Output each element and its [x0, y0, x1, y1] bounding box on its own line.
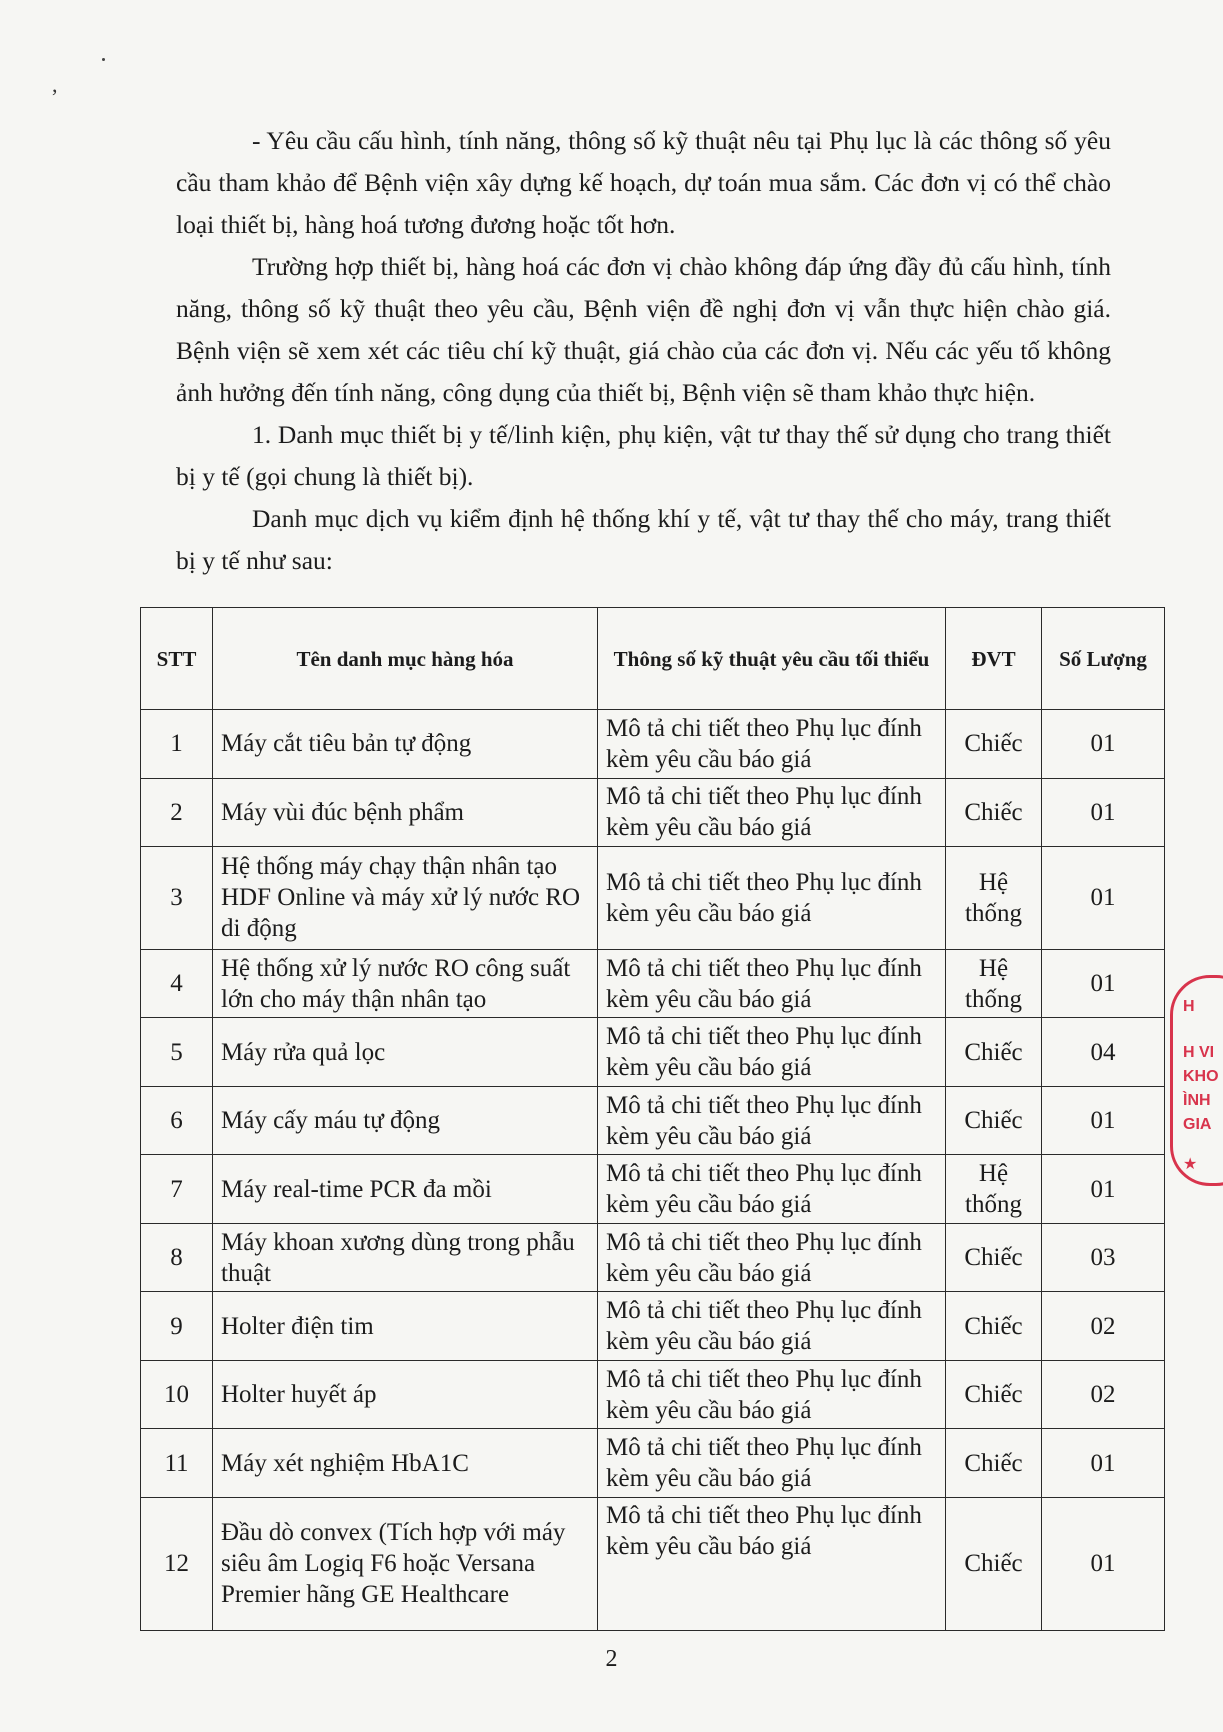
table-row: [141, 949, 1165, 1018]
cell-spec: Mô tả chi tiết theo Phụ lục đính kèm yêu cầu báo giá: [598, 1086, 946, 1155]
header-qty: Số Lượng: [1042, 608, 1165, 710]
table-row: [141, 1223, 1165, 1292]
paragraph: - Yêu cầu cấu hình, tính năng, thông số kỹ thuật nêu tại Phụ lục là các thông số yêu cầu tham khảo để Bệnh viện xây dựng kế hoạch, dự toán mua sắm. Các đơn vị có thể chào loại thiết bị, hàng hoá tương đương hoặc tốt hơn.: [176, 126, 1111, 239]
cell-name: Holter điện tim: [213, 1292, 598, 1361]
stamp-text: H VI: [1183, 1044, 1215, 1061]
header-name: Tên danh mục hàng hóa: [213, 608, 598, 710]
cell-name: Hệ thống xử lý nước RO công suất lớn cho máy thận nhân tạo: [213, 949, 598, 1018]
page-number: 2: [605, 1646, 618, 1672]
cell-unit: Chiếc: [946, 1292, 1042, 1361]
scan-artifact-comma: ,: [52, 72, 58, 97]
cell-stt: 5: [141, 1018, 213, 1087]
cell-spec: Mô tả chi tiết theo Phụ lục đính kèm yêu cầu báo giá: [598, 949, 946, 1018]
cell-unit: Hệ thống: [946, 847, 1042, 950]
cell-qty: 01: [1042, 847, 1165, 950]
cell-stt: 12: [141, 1497, 213, 1630]
scan-artifact-dot: [102, 58, 105, 61]
cell-name: Máy rửa quả lọc: [213, 1018, 598, 1087]
cell-qty: 04: [1042, 1018, 1165, 1087]
cell-stt: 4: [141, 949, 213, 1018]
table-header-row: [141, 608, 1165, 710]
cell-qty: 01: [1042, 778, 1165, 847]
cell-qty: 01: [1042, 710, 1165, 779]
cell-qty: 01: [1042, 949, 1165, 1018]
cell-qty: 01: [1042, 1086, 1165, 1155]
cell-unit: Chiếc: [946, 1018, 1042, 1087]
cell-unit: Hệ thống: [946, 949, 1042, 1018]
cell-unit: Chiếc: [946, 1429, 1042, 1498]
table-row: [141, 1497, 1165, 1630]
cell-spec: Mô tả chi tiết theo Phụ lục đính kèm yêu cầu báo giá: [598, 1223, 946, 1292]
cell-spec: Mô tả chi tiết theo Phụ lục đính kèm yêu cầu báo giá: [598, 1155, 946, 1224]
cell-spec: Mô tả chi tiết theo Phụ lục đính kèm yêu cầu báo giá: [598, 778, 946, 847]
cell-name: Máy cắt tiêu bản tự động: [213, 710, 598, 779]
cell-unit: Chiếc: [946, 1086, 1042, 1155]
red-seal-stamp: [1170, 975, 1223, 1186]
paragraph: 1. Danh mục thiết bị y tế/linh kiện, phụ kiện, vật tư thay thế sử dụng cho trang thiết bị y tế (gọi chung là thiết bị).: [176, 420, 1111, 491]
cell-unit: Chiếc: [946, 710, 1042, 779]
cell-spec: Mô tả chi tiết theo Phụ lục đính kèm yêu cầu báo giá: [598, 1292, 946, 1361]
cell-name: Đầu dò convex (Tích hợp với máy siêu âm Logiq F6 hoặc Versana Premier hãng GE Healthcare: [213, 1497, 598, 1630]
cell-stt: 9: [141, 1292, 213, 1361]
header-stt: STT: [141, 608, 213, 710]
cell-name: Máy khoan xương dùng trong phẫu thuật: [213, 1223, 598, 1292]
cell-qty: 01: [1042, 1155, 1165, 1224]
cell-stt: 8: [141, 1223, 213, 1292]
table-row: [141, 1360, 1165, 1429]
body-text: [176, 120, 1111, 582]
cell-name: Holter huyết áp: [213, 1360, 598, 1429]
paragraph: Danh mục dịch vụ kiểm định hệ thống khí y tế, vật tư thay thế cho máy, trang thiết bị y tế như sau:: [176, 504, 1111, 575]
cell-stt: 6: [141, 1086, 213, 1155]
table-row: [141, 1292, 1165, 1361]
cell-unit: Chiếc: [946, 1360, 1042, 1429]
paragraph: Trường hợp thiết bị, hàng hoá các đơn vị chào không đáp ứng đầy đủ cấu hình, tính năng, thông số kỹ thuật theo yêu cầu, Bệnh viện đề nghị đơn vị vẫn thực hiện chào giá. Bệnh viện sẽ xem xét các tiêu chí kỹ thuật, giá chào của các đơn vị. Nếu các yếu tố không ảnh hưởng đến tính năng, công dụng của thiết bị, Bệnh viện sẽ tham khảo thực hiện.: [176, 252, 1111, 407]
table-row: [141, 847, 1165, 950]
stamp-text: KHO: [1183, 1068, 1219, 1085]
cell-qty: 02: [1042, 1292, 1165, 1361]
cell-spec: Mô tả chi tiết theo Phụ lục đính kèm yêu cầu báo giá: [598, 1429, 946, 1498]
cell-spec: Mô tả chi tiết theo Phụ lục đính kèm yêu cầu báo giá: [598, 1497, 946, 1630]
header-spec: Thông số kỹ thuật yêu cầu tối thiểu: [598, 608, 946, 710]
cell-unit: Chiếc: [946, 1497, 1042, 1630]
cell-spec: Mô tả chi tiết theo Phụ lục đính kèm yêu cầu báo giá: [598, 1018, 946, 1087]
cell-unit: Hệ thống: [946, 1155, 1042, 1224]
table-row: [141, 1086, 1165, 1155]
cell-spec: Mô tả chi tiết theo Phụ lục đính kèm yêu cầu báo giá: [598, 710, 946, 779]
table-row: [141, 1155, 1165, 1224]
stamp-text: H: [1183, 998, 1195, 1015]
header-unit: ĐVT: [946, 608, 1042, 710]
cell-name: Máy vùi đúc bệnh phẩm: [213, 778, 598, 847]
cell-spec: Mô tả chi tiết theo Phụ lục đính kèm yêu cầu báo giá: [598, 1360, 946, 1429]
table-row: [141, 1429, 1165, 1498]
cell-name: Hệ thống máy chạy thận nhân tạo HDF Online và máy xử lý nước RO di động: [213, 847, 598, 950]
cell-stt: 7: [141, 1155, 213, 1224]
cell-spec: Mô tả chi tiết theo Phụ lục đính kèm yêu cầu báo giá: [598, 847, 946, 950]
cell-qty: 02: [1042, 1360, 1165, 1429]
cell-name: Máy real-time PCR đa mồi: [213, 1155, 598, 1224]
table-row: [141, 1018, 1165, 1087]
stamp-text: ÌNH: [1183, 1092, 1211, 1109]
star-icon: ★: [1183, 1156, 1198, 1173]
cell-qty: 01: [1042, 1429, 1165, 1498]
cell-stt: 1: [141, 710, 213, 779]
cell-stt: 3: [141, 847, 213, 950]
goods-table: [140, 607, 1165, 1631]
table-row: [141, 710, 1165, 779]
table-row: [141, 778, 1165, 847]
cell-stt: 11: [141, 1429, 213, 1498]
cell-qty: 03: [1042, 1223, 1165, 1292]
cell-stt: 2: [141, 778, 213, 847]
stamp-text: GIA: [1183, 1116, 1212, 1133]
cell-stt: 10: [141, 1360, 213, 1429]
cell-unit: Chiếc: [946, 1223, 1042, 1292]
cell-name: Máy cấy máu tự động: [213, 1086, 598, 1155]
cell-qty: 01: [1042, 1497, 1165, 1630]
cell-name: Máy xét nghiệm HbA1C: [213, 1429, 598, 1498]
cell-unit: Chiếc: [946, 778, 1042, 847]
